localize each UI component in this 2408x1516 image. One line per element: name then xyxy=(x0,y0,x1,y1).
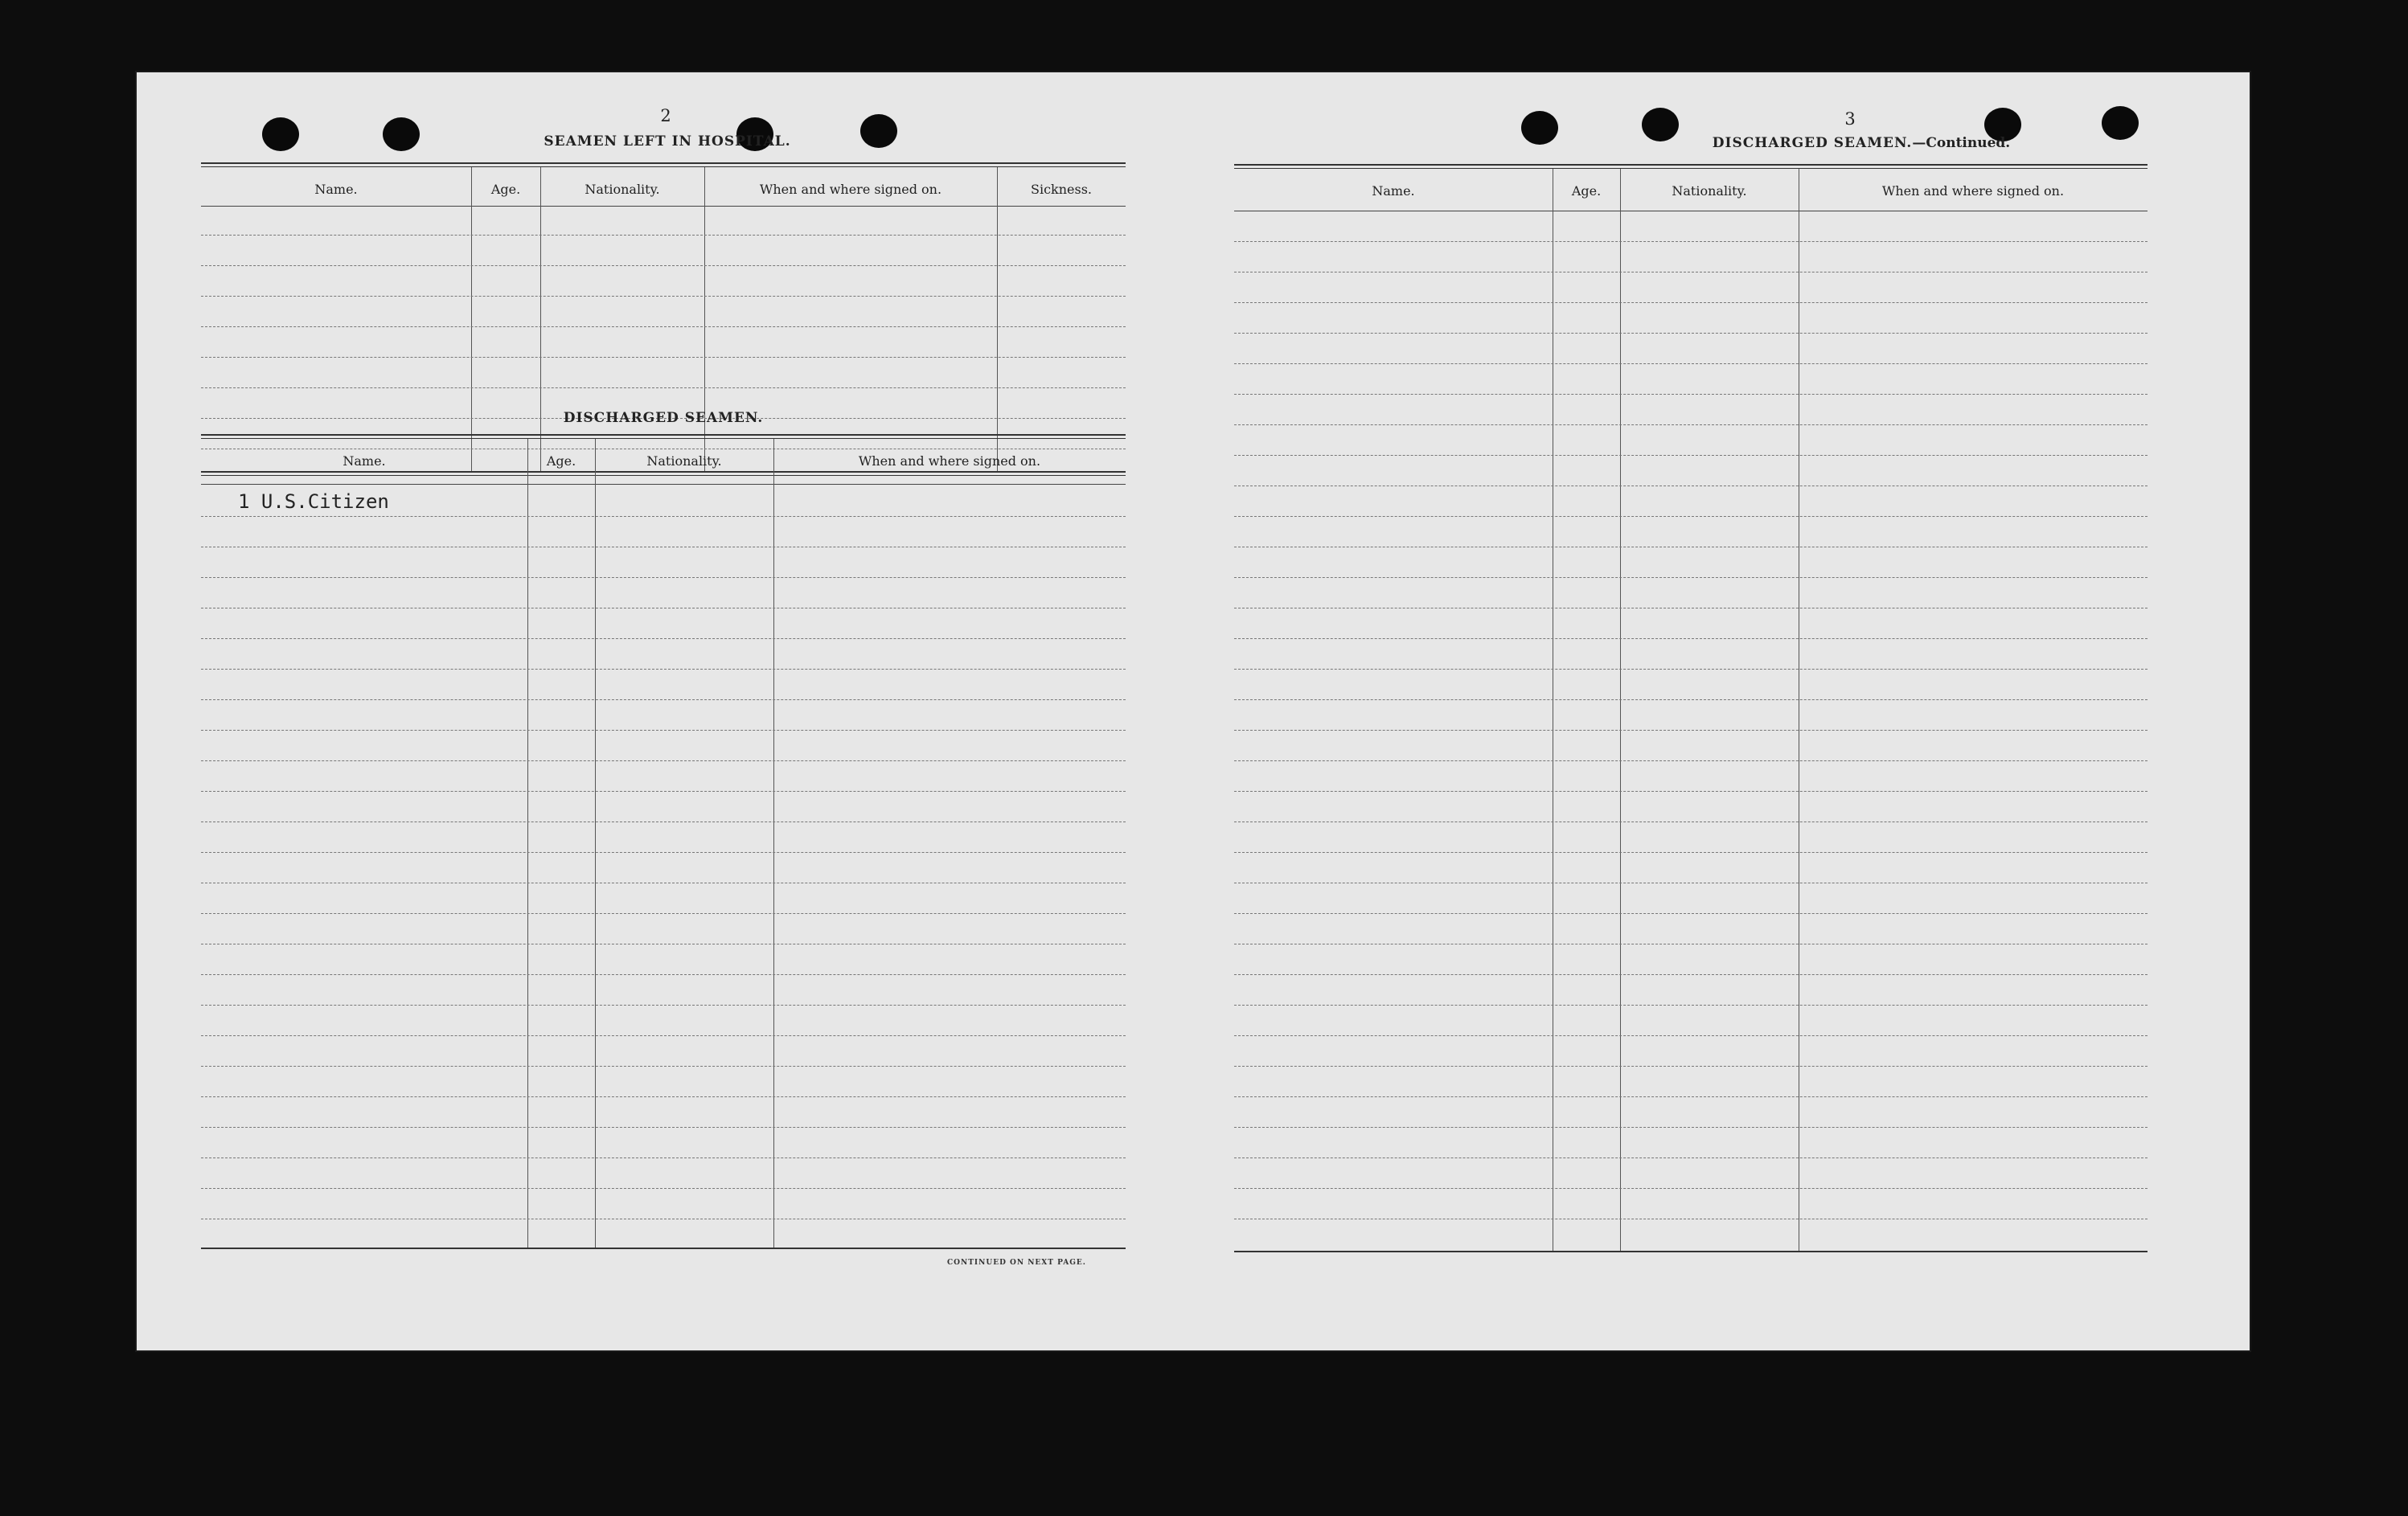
section-rule xyxy=(201,162,1126,164)
col-head-nationality: Nationality. xyxy=(585,182,660,197)
document-sheet xyxy=(137,72,2250,1350)
entry-line xyxy=(1234,302,2148,303)
entry-line xyxy=(201,1035,1126,1036)
hospital-section-title: SEAMEN LEFT IN HOSPITAL. xyxy=(544,133,791,150)
entry-line xyxy=(1234,455,2148,456)
entry-line xyxy=(1234,699,2148,700)
section-rule xyxy=(201,434,1126,436)
entry-line xyxy=(1234,363,2148,364)
entry-line xyxy=(1234,516,2148,517)
entry-line xyxy=(201,1066,1126,1067)
entry-line xyxy=(201,265,1126,266)
entry-line xyxy=(1234,333,2148,334)
entry-line xyxy=(201,357,1126,358)
entry-line xyxy=(201,1005,1126,1006)
col-head-when-where: When and where signed on. xyxy=(759,182,942,197)
entry-line xyxy=(201,1157,1126,1158)
entry-line xyxy=(1234,1096,2148,1097)
discharged-table xyxy=(201,439,1126,1251)
entry-line xyxy=(1234,730,2148,731)
entry-line xyxy=(201,1096,1126,1097)
punch-hole xyxy=(2102,106,2139,140)
entry-line xyxy=(201,516,1126,517)
col-head-age: Age. xyxy=(490,182,521,197)
entry-line xyxy=(1234,1157,2148,1158)
title-suffix: —Continued. xyxy=(1912,135,2011,151)
col-head-age: Age. xyxy=(546,453,576,469)
entry-line xyxy=(201,913,1126,914)
col-head-name: Name. xyxy=(1372,183,1415,199)
column-divider xyxy=(997,167,998,471)
entry-line xyxy=(201,235,1126,236)
header-rule xyxy=(201,484,1126,485)
col-head-name: Name. xyxy=(343,453,386,469)
header-rule xyxy=(201,206,1126,207)
col-head-age: Age. xyxy=(1571,183,1602,199)
entry-line xyxy=(201,669,1126,670)
discharged-continued-title xyxy=(1692,135,2030,151)
entry-line xyxy=(201,577,1126,578)
entry-line xyxy=(1234,852,2148,853)
table-bottom-rule xyxy=(201,1248,1126,1249)
entry-line xyxy=(201,791,1126,792)
entry-line xyxy=(1234,1188,2148,1189)
entry-line xyxy=(201,326,1126,327)
col-head-name: Name. xyxy=(314,182,358,197)
entry-line xyxy=(201,730,1126,731)
entry-line xyxy=(201,760,1126,761)
hospital-table xyxy=(201,167,1126,473)
punch-hole xyxy=(1642,108,1679,141)
entry-line xyxy=(201,638,1126,639)
entry-line xyxy=(1234,760,2148,761)
discharged-continued-table xyxy=(1234,169,2148,1254)
entry-line xyxy=(1234,394,2148,395)
entry-line xyxy=(201,296,1126,297)
punch-hole xyxy=(860,114,897,148)
col-head-sickness: Sickness. xyxy=(1030,182,1092,197)
entry-line xyxy=(201,387,1126,388)
entry-line xyxy=(201,1188,1126,1189)
page-number: 3 xyxy=(1844,109,1856,129)
table-bottom-rule xyxy=(1234,1251,2148,1252)
column-divider xyxy=(1620,169,1621,1251)
column-divider xyxy=(471,167,472,471)
discharged-section-title: DISCHARGED SEAMEN. xyxy=(563,410,764,426)
col-head-nationality: Nationality. xyxy=(646,453,722,469)
entry-line xyxy=(1234,1035,2148,1036)
col-head-when-where: When and where signed on. xyxy=(858,453,1041,469)
col-head-nationality: Nationality. xyxy=(1672,183,1747,199)
entry-line xyxy=(1234,1127,2148,1128)
entry-line xyxy=(201,699,1126,700)
discharged-entry: 1 U.S.Citizen xyxy=(238,490,389,513)
entry-line xyxy=(1234,913,2148,914)
entry-line xyxy=(1234,638,2148,639)
entry-line xyxy=(1234,974,2148,975)
entry-line xyxy=(1234,577,2148,578)
entry-line xyxy=(1234,669,2148,670)
entry-line xyxy=(201,974,1126,975)
entry-line xyxy=(201,1127,1126,1128)
entry-line xyxy=(1234,241,2148,242)
entry-line xyxy=(1234,1005,2148,1006)
punch-hole xyxy=(1521,111,1558,145)
entry-line xyxy=(201,852,1126,853)
continued-note: CONTINUED ON NEXT PAGE. xyxy=(947,1259,1086,1267)
entry-line xyxy=(1234,791,2148,792)
entry-line xyxy=(1234,1066,2148,1067)
entry-line xyxy=(1234,424,2148,425)
punch-hole xyxy=(383,117,420,151)
punch-hole xyxy=(262,117,299,151)
section-rule xyxy=(1234,164,2148,166)
page-number: 2 xyxy=(660,106,671,125)
title-main: DISCHARGED SEAMEN. xyxy=(1712,135,1913,151)
col-head-when-where: When and where signed on. xyxy=(1881,183,2065,199)
